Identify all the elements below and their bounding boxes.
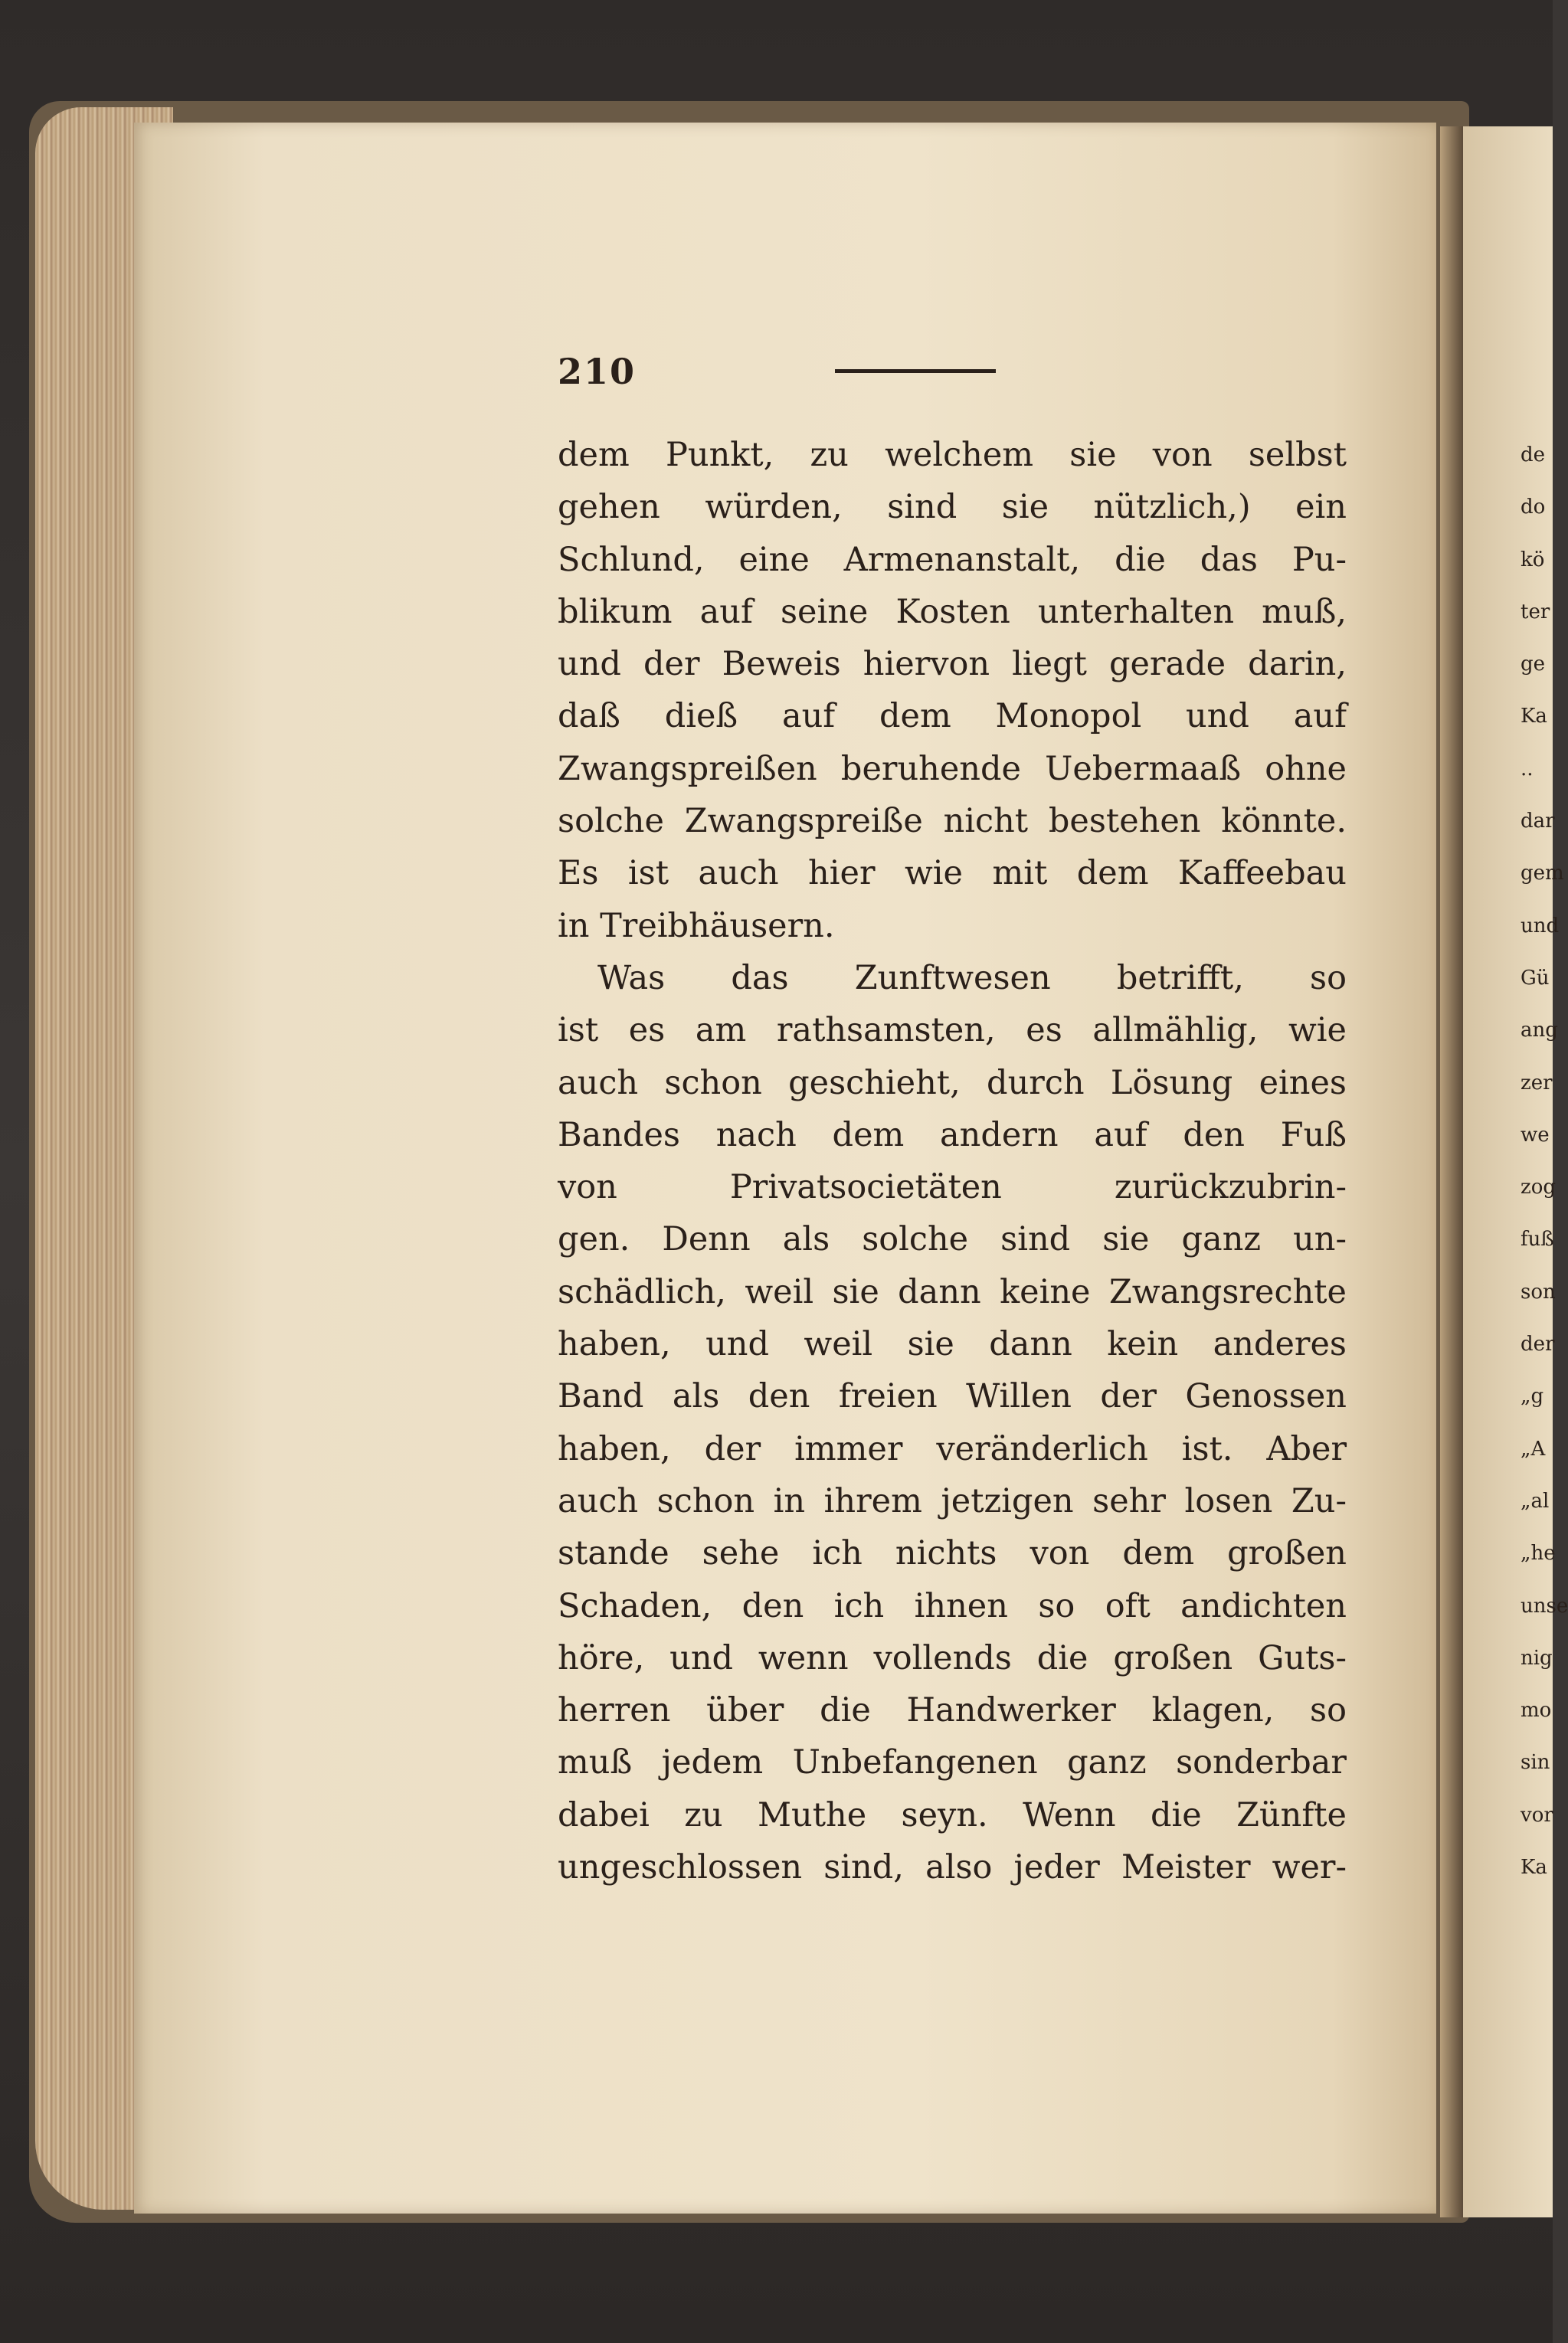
facing-line: gem — [1521, 862, 1564, 885]
text-line: ungeschlossen sind, also jeder Meister wer- — [558, 1848, 1347, 1887]
facing-line: sin — [1521, 1751, 1550, 1775]
header-rule — [835, 369, 996, 373]
facing-line: we — [1521, 1123, 1550, 1147]
book-gutter — [1440, 126, 1463, 2217]
facing-line: ter — [1521, 600, 1550, 623]
text-line: Schaden, den ich ihnen so oft andichten — [558, 1586, 1347, 1625]
text-line: höre, und wenn vollends die großen Guts- — [558, 1638, 1347, 1677]
text-line: gen. Denn als solche sind sie ganz un- — [558, 1220, 1347, 1259]
text-line: auch schon in ihrem jetzigen sehr losen Zu- — [558, 1481, 1347, 1520]
facing-line: nig — [1521, 1646, 1553, 1670]
text-line: muß jedem Unbefangenen ganz sonderbar — [558, 1743, 1347, 1782]
facing-line: dar — [1521, 810, 1555, 833]
facing-line: „A — [1521, 1437, 1546, 1461]
text-line: solche Zwangspreiße nicht bestehen könnte. — [558, 802, 1347, 841]
facing-line: zog — [1521, 1176, 1556, 1199]
text-line: in Treibhäusern. — [558, 906, 835, 945]
facing-line: zer — [1521, 1071, 1553, 1095]
facing-line: vor — [1521, 1803, 1553, 1827]
facing-line: unse — [1521, 1594, 1568, 1618]
facing-line: .. — [1521, 757, 1534, 780]
text-line: auch schon geschieht, durch Lösung eines — [558, 1063, 1347, 1102]
facing-line: do — [1521, 496, 1546, 519]
page-number: 210 — [558, 351, 637, 392]
facing-line: Ka — [1521, 1856, 1547, 1880]
facing-line: ge — [1521, 653, 1546, 676]
facing-line: „he — [1521, 1542, 1556, 1566]
facing-line: ang — [1521, 1019, 1558, 1042]
facing-line: Ka — [1521, 705, 1547, 728]
text-line: Es ist auch hier wie mit dem Kaffeebau — [558, 854, 1347, 893]
text-line: Band als den freien Willen der Genossen — [558, 1377, 1347, 1416]
text-line: haben, der immer veränderlich ist. Aber — [558, 1429, 1347, 1468]
text-line: dem Punkt, zu welchem sie von selbst — [558, 436, 1347, 474]
text-line: ist es am rathsamsten, es allmählig, wie — [558, 1011, 1347, 1050]
text-line: Was das Zunftwesen betrifft, so — [597, 958, 1347, 997]
text-line: gehen würden, sind sie nützlich,) ein — [558, 488, 1347, 527]
facing-line: de — [1521, 443, 1546, 466]
text-line: und der Beweis hiervon liegt gerade darin, — [558, 645, 1347, 684]
text-line: schädlich, weil sie dann keine Zwangsrechte — [558, 1272, 1347, 1311]
text-line: stande sehe ich nichts von dem großen — [558, 1534, 1347, 1573]
text-line: Zwangspreißen beruhende Uebermaaß ohne — [558, 749, 1347, 788]
text-line: Bandes nach dem andern auf den Fuß — [558, 1115, 1347, 1154]
facing-line: mo — [1521, 1699, 1552, 1723]
facing-line: son — [1521, 1280, 1556, 1304]
facing-line: fuß — [1521, 1228, 1554, 1252]
facing-line: Gü — [1521, 966, 1550, 990]
facing-page-text — [1521, 429, 1568, 1893]
body-text — [558, 429, 1347, 1893]
text-line: dabei zu Muthe seyn. Wenn die Zünfte — [558, 1795, 1347, 1834]
facing-line: und — [1521, 914, 1560, 938]
text-line: blikum auf seine Kosten unterhalten muß, — [558, 592, 1347, 631]
facing-line: „al — [1521, 1489, 1550, 1513]
page-header — [558, 351, 1025, 397]
facing-line: „g — [1521, 1385, 1544, 1409]
facing-line: kö — [1521, 548, 1545, 571]
text-line: haben, und weil sie dann kein anderes — [558, 1325, 1347, 1364]
text-line: daß dieß auf dem Monopol und auf — [558, 697, 1347, 736]
text-line: Schlund, eine Armenanstalt, die das Pu- — [558, 540, 1347, 579]
facing-line: der — [1521, 1333, 1555, 1356]
text-line: von Privatsocietäten zurückzubrin- — [558, 1168, 1347, 1207]
text-line: herren über die Handwerker klagen, so — [558, 1691, 1347, 1730]
